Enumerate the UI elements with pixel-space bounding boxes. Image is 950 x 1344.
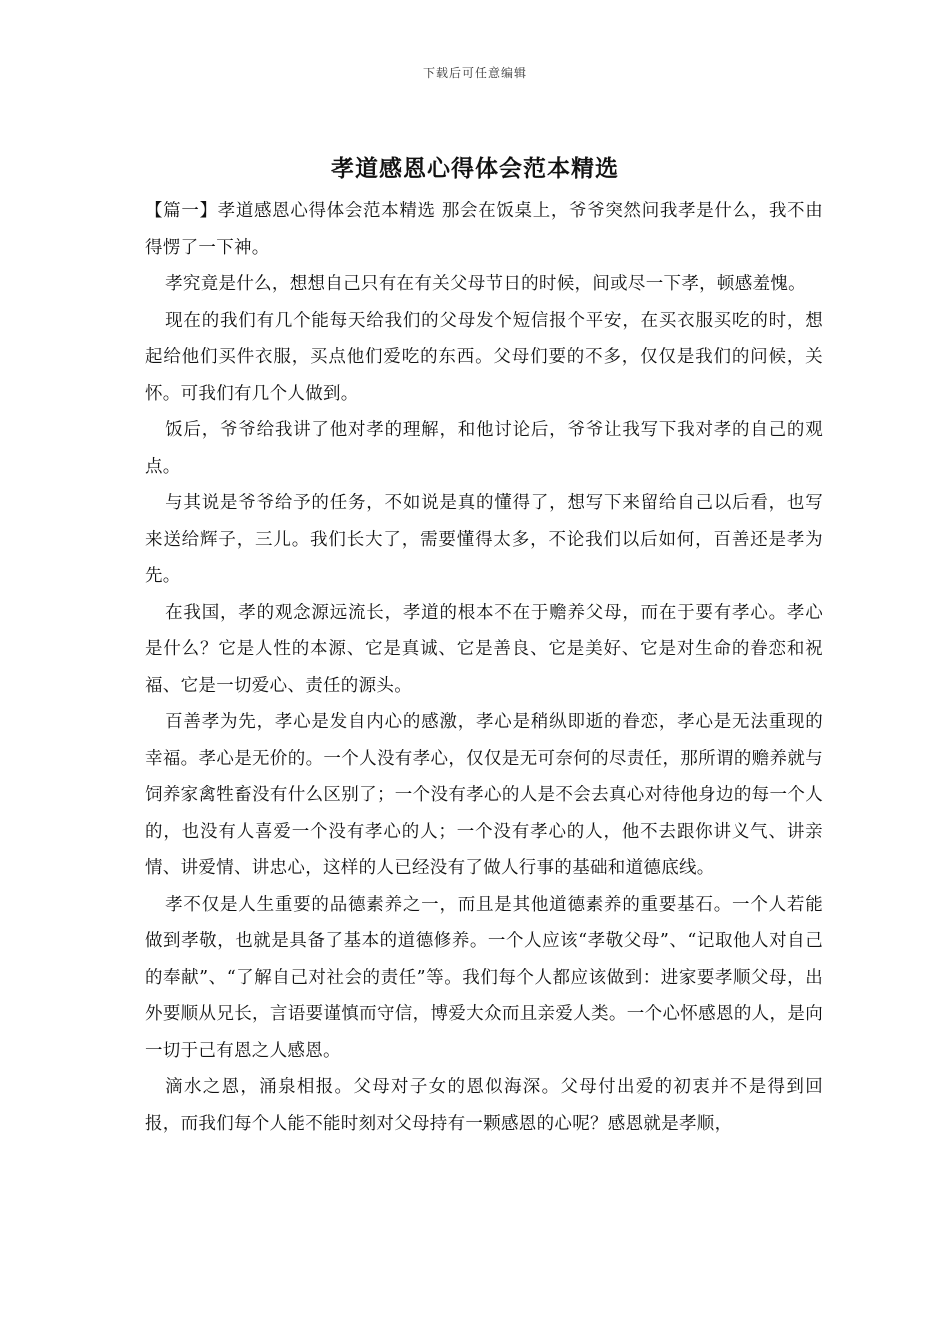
header-note: 下载后可任意编辑: [422, 66, 527, 80]
paragraph-9: 滴水之恩，涌泉相报。父母对子女的恩似海深。父母付出爱的初衷并不是得到回报，而我们每个人能不能时刻对父母持有一颗感恩的心呢？感恩就是孝顺，: [145, 1077, 823, 1134]
paragraph-8: 孝不仅是人生重要的品德素养之一，而且是其他道德素养的重要基石。一个人若能做到孝敬，也就是具备了基本的道德修养。一个人应该“孝敬父母”、“记取他人对自己的奉献”、“了解自己对社会的责任”等。我们每个人都应该做到：进家要孝顺父母，出外要顺从兄长，言语要谨慎而守信，博爱大众而且亲爱人类。一个心怀感恩的人，是向一切于己有恩之人感恩。: [145, 894, 823, 1061]
paragraph-1: 【篇一】孝道感恩心得体会范本精选 那会在饭桌上，爷爷突然问我孝是什么，我不由得愣了一下神。: [145, 201, 823, 258]
paragraph-5: 与其说是爷爷给予的任务，不如说是真的懂得了，想写下来留给自己以后看，也写来送给辉子，三儿。我们长大了，需要懂得太多，不论我们以后如何，百善还是孝为先。: [145, 493, 823, 586]
paragraph-7: 百善孝为先，孝心是发自内心的感激，孝心是稍纵即逝的眷恋，孝心是无法重现的幸福。孝心是无价的。一个人没有孝心，仅仅是无可奈何的尽责任，那所谓的赡养就与饲养家禽牲畜没有什么区别了；一个没有孝心的人是不会去真心对待他身边的每一个人的，也没有人喜爱一个没有孝心的人；一个没有孝心的人，他不去跟你讲义气、讲亲情、讲爱情、讲忠心，这样的人已经没有了做人行事的基础和道德底线。: [145, 712, 823, 878]
paragraph-3: 现在的我们有几个能每天给我们的父母发个短信报个平安，在买衣服买吃的时，想起给他们买件衣服，买点他们爱吃的东西。父母们要的不多，仅仅是我们的问候，关怀。可我们有几个人做到。: [145, 310, 823, 404]
paragraph-6: 在我国，孝的观念源远流长，孝道的根本不在于赡养父母，而在于要有孝心。孝心是什么？它是人性的本源、它是真诚、它是善良、它是美好、它是对生命的眷恋和祝福、它是一切爱心、责任的源头。: [145, 602, 823, 696]
paragraph-4: 饭后，爷爷给我讲了他对孝的理解，和他讨论后，爷爷让我写下我对孝的自己的观点。: [145, 420, 823, 477]
document-title: 孝道感恩心得体会范本精选: [331, 155, 619, 182]
paragraph-2: 孝究竟是什么，想想自己只有在有关父母节日的时候，间或尽一下孝，顿感羞愧。: [165, 274, 806, 294]
document-body: [145, 193, 823, 1142]
